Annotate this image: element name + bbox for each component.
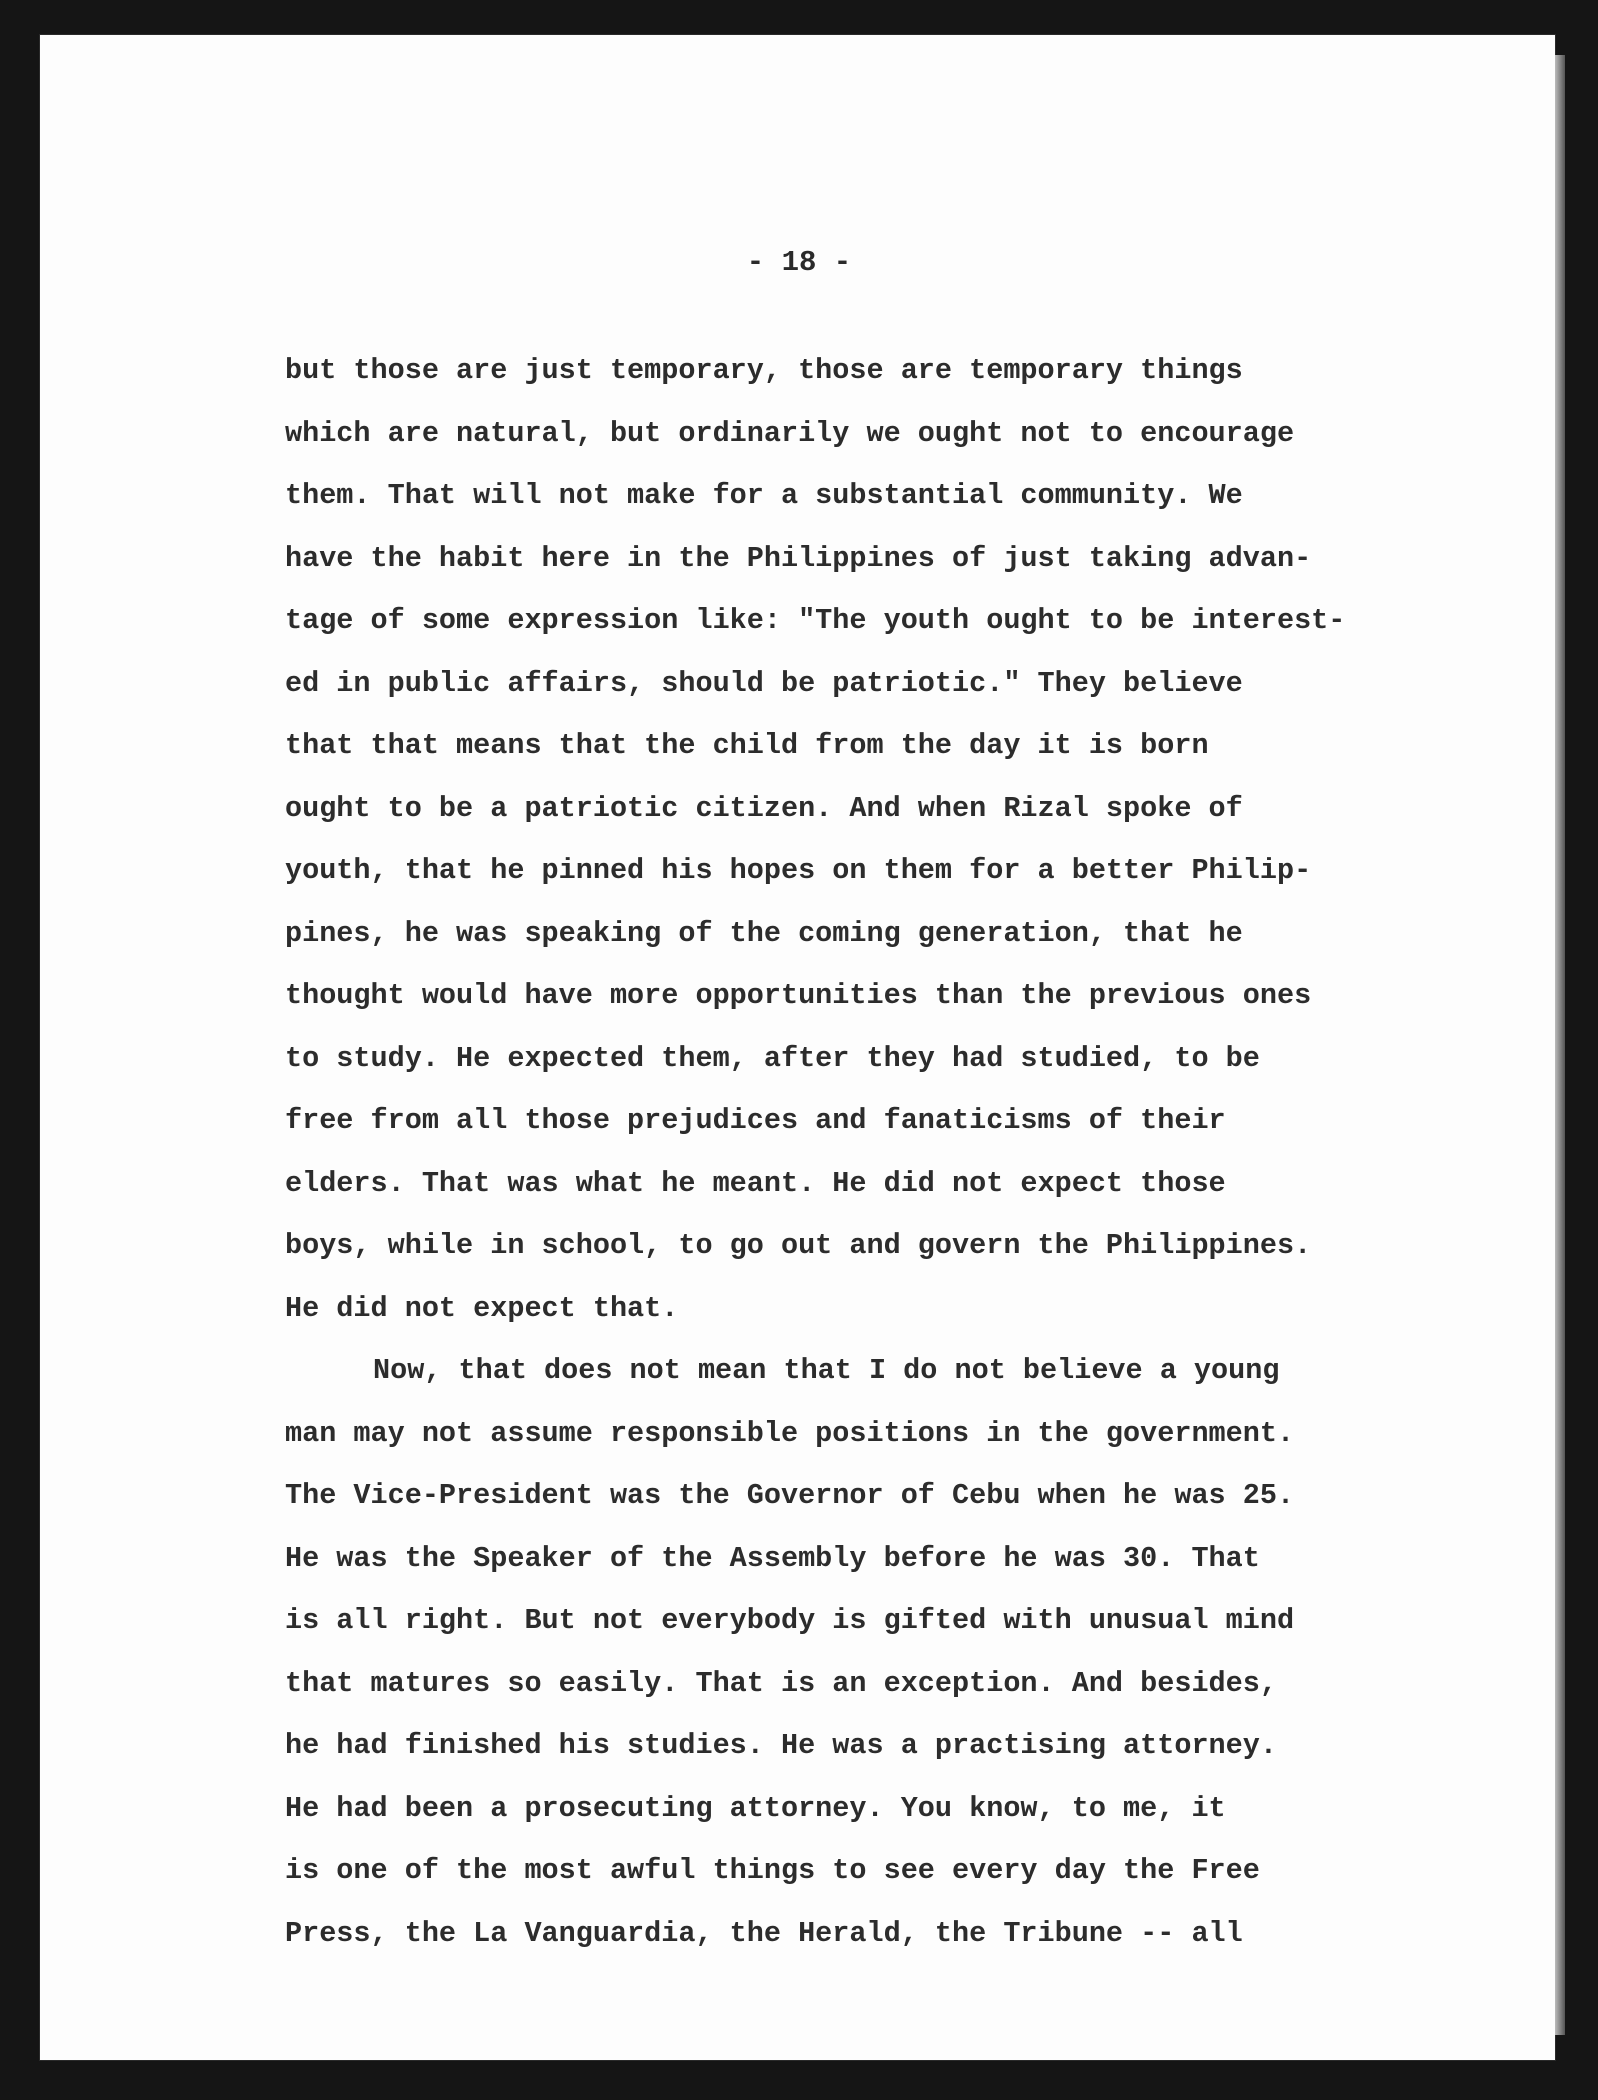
text-line: is one of the most awful things to see every day the Free xyxy=(285,1854,1260,1887)
document-body xyxy=(285,340,1465,1965)
text-line: to study. He expected them, after they had studied, to be xyxy=(285,1041,1260,1075)
page-edge-shadow xyxy=(1555,55,1565,2035)
text-line: man may not assume responsible positions in the government. xyxy=(285,1416,1295,1450)
text-line: He was the Speaker of the Assembly before he was 30. That xyxy=(285,1541,1260,1575)
text-line: youth, that he pinned his hopes on them for a better Philip- xyxy=(285,854,1312,887)
text-line: have the habit here in the Philippines of just taking advan- xyxy=(285,541,1312,575)
text-line: he had finished his studies. He was a practising attorney. xyxy=(285,1729,1277,1762)
text-line: them. That will not make for a substantial community. We xyxy=(285,479,1243,512)
text-line: is all right. But not everybody is gifted with unusual mind xyxy=(285,1604,1295,1637)
text-line: boys, while in school, to go out and govern the Philippines. xyxy=(285,1229,1312,1262)
text-line: ought to be a patriotic citizen. And when Rizal spoke of xyxy=(285,791,1243,825)
text-line: ed in public affairs, should be patriotic." They believe xyxy=(285,666,1243,700)
text-line: which are natural, but ordinarily we ought not to encourage xyxy=(285,416,1295,450)
text-line: free from all those prejudices and fanaticisms of their xyxy=(285,1104,1226,1137)
page-number: - 18 - xyxy=(746,246,852,279)
text-line: thought would have more opportunities than the previous ones xyxy=(285,979,1312,1012)
text-line: elders. That was what he meant. He did not expect those xyxy=(285,1166,1226,1200)
text-line: Press, the La Vanguardia, the Herald, the Tribune -- all xyxy=(285,1916,1243,1950)
text-line-indented: Now, that does not mean that I do not believe a young xyxy=(373,1354,1280,1387)
text-line: but those are just temporary, those are temporary things xyxy=(285,354,1243,387)
text-line: tage of some expression like: "The youth ought to be interest- xyxy=(285,604,1346,637)
text-line: The Vice-President was the Governor of Cebu when he was 25. xyxy=(285,1479,1295,1512)
text-line: pines, he was speaking of the coming generation, that he xyxy=(285,916,1243,950)
text-line: He had been a prosecuting attorney. You know, to me, it xyxy=(285,1791,1226,1825)
text-line: that that means that the child from the day it is born xyxy=(285,729,1209,762)
text-line: He did not expect that. xyxy=(285,1291,679,1325)
text-line: that matures so easily. That is an exception. And besides, xyxy=(285,1666,1277,1700)
